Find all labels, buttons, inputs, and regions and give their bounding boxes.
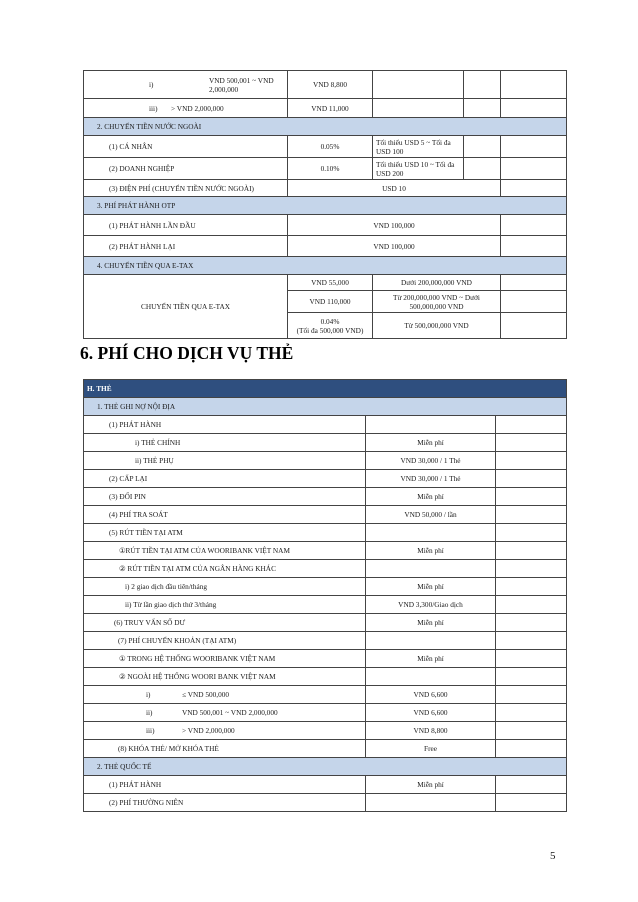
fee-value	[288, 313, 373, 339]
row-label: i) 2 giao dịch đầu tiên/tháng	[84, 578, 366, 596]
table-row	[84, 506, 567, 524]
row-label: (6) TRUY VẤN SỐ DƯ	[84, 614, 366, 632]
section-title: 1. THẺ GHI NỢ NỘI ĐỊA	[84, 398, 567, 416]
fee-value: VND 50,000 / lần	[366, 506, 496, 524]
fee-condition: Từ 500,000,000 VND	[373, 313, 501, 339]
tier-range: VND 500,001 ~ VND 2,000,000	[182, 708, 278, 717]
fee-value: VND 100,000	[288, 236, 501, 257]
fee-value: Free	[366, 740, 496, 758]
table-row	[84, 614, 567, 632]
table-row	[84, 560, 567, 578]
table-row	[84, 236, 567, 257]
row-label: (2) PHÁT HÀNH LẠI	[84, 236, 288, 257]
row-label: ii) THẺ PHỤ	[84, 452, 366, 470]
table-row	[84, 470, 567, 488]
table-row	[84, 136, 567, 158]
section-row	[84, 398, 567, 416]
row-label: (3) ĐỔI PIN	[84, 488, 366, 506]
row-label: i) THẺ CHÍNH	[84, 434, 366, 452]
row-label: (4) PHÍ TRA SOÁT	[84, 506, 366, 524]
row-label: ii) Từ lần giao dịch thứ 3/tháng	[84, 596, 366, 614]
tier-fee: VND 8,800	[288, 71, 373, 99]
card-fee-table	[83, 379, 567, 812]
table-row	[84, 776, 567, 794]
table-row	[84, 650, 567, 668]
section-heading: 6. PHÍ CHO DỊCH VỤ THẺ	[80, 343, 294, 363]
tier-number: i)	[149, 80, 154, 89]
page-number: 5	[550, 850, 556, 862]
tier-range: ≤ VND 500,000	[182, 690, 230, 699]
table-row	[84, 704, 567, 722]
fee-table-continued	[83, 70, 567, 339]
row-label: ①RÚT TIỀN TẠI ATM CỦA WOORIBANK VIỆT NAM	[84, 542, 366, 560]
row-label: (1) PHÁT HÀNH	[84, 416, 366, 434]
row-label: (5) RÚT TIỀN TẠI ATM	[84, 524, 366, 542]
table-row	[84, 578, 567, 596]
table-row	[84, 180, 567, 197]
row-label: (3) ĐIỆN PHÍ (CHUYỂN TIỀN NƯỚC NGOÀI)	[84, 180, 288, 197]
row-label: ① TRONG HỆ THỐNG WOORIBANK VIỆT NAM	[84, 650, 366, 668]
row-label: (1) PHÁT HÀNH	[84, 776, 366, 794]
fee-value: Miễn phí	[366, 776, 496, 794]
tier-range: > VND 2,000,000	[182, 726, 235, 735]
row-label: ② NGOÀI HỆ THỐNG WOORI BANK VIỆT NAM	[84, 668, 366, 686]
table-header-row	[84, 380, 567, 398]
fee-value: USD 10	[288, 180, 501, 197]
fee-condition: Dưới 200,000,000 VND	[373, 275, 501, 291]
tier-number: i)	[146, 690, 151, 699]
row-label: ② RÚT TIỀN TẠI ATM CỦA NGÂN HÀNG KHÁC	[84, 560, 366, 578]
table-row	[84, 794, 567, 812]
table-row	[84, 434, 567, 452]
section-row	[84, 118, 567, 136]
section-title: 4. CHUYỂN TIỀN QUA E-TAX	[84, 257, 567, 275]
fee-value: VND 6,600	[366, 686, 496, 704]
tier-fee: VND 11,000	[288, 99, 373, 118]
section-title: 3. PHÍ PHÁT HÀNH OTP	[84, 197, 567, 215]
fee-value: VND 6,600	[366, 704, 496, 722]
table-row	[84, 158, 567, 180]
fee-limit: Tối thiểu USD 10 ~ Tối đa USD 200	[373, 158, 464, 180]
section-title: 2. THẺ QUỐC TẾ	[84, 758, 567, 776]
row-label: (2) DOANH NGHIỆP	[84, 158, 288, 180]
table-row	[84, 99, 567, 118]
tier-range: VND 500,001 ~ VND 2,000,000	[209, 75, 274, 94]
table-row	[84, 275, 567, 291]
tier-number: ii)	[146, 708, 153, 717]
tier-number: iii)	[149, 103, 158, 113]
table-row	[84, 722, 567, 740]
table-row	[84, 632, 567, 650]
row-label: (2) PHÍ THƯỜNG NIÊN	[84, 794, 366, 812]
table-row	[84, 686, 567, 704]
fee-rate: 0.05%	[288, 136, 373, 158]
fee-value: VND 55,000	[288, 275, 373, 291]
row-label: (7) PHÍ CHUYỂN KHOẢN (TẠI ATM)	[84, 632, 366, 650]
section-title: 2. CHUYỂN TIỀN NƯỚC NGOÀI	[84, 118, 567, 136]
row-label: (8) KHÓA THẺ/ MỞ KHÓA THẺ	[84, 740, 366, 758]
fee-value: Miễn phí	[366, 488, 496, 506]
fee-value: VND 110,000	[288, 291, 373, 313]
table-row	[84, 524, 567, 542]
table-row	[84, 740, 567, 758]
table-header: H. THẺ	[84, 380, 567, 398]
fee-limit: Tối thiểu USD 5 ~ Tối đa USD 100	[373, 136, 464, 158]
fee-rate: 0.10%	[288, 158, 373, 180]
table-row	[84, 215, 567, 236]
fee-value: VND 30,000 / 1 Thẻ	[366, 452, 496, 470]
table-row	[84, 488, 567, 506]
row-label: (1) CÁ NHÂN	[84, 136, 288, 158]
fee-value: VND 30,000 / 1 Thẻ	[366, 470, 496, 488]
table-row	[84, 71, 567, 99]
fee-value: Miễn phí	[366, 434, 496, 452]
fee-value: Miễn phí	[366, 578, 496, 596]
fee-value: VND 100,000	[288, 215, 501, 236]
fee-value: VND 3,300/Giao dịch	[366, 596, 496, 614]
tier-range: > VND 2,000,000	[171, 103, 224, 113]
table-row	[84, 668, 567, 686]
row-label: (2) CẤP LẠI	[84, 470, 366, 488]
row-label: (1) PHÁT HÀNH LẦN ĐẦU	[84, 215, 288, 236]
table-row	[84, 452, 567, 470]
table-row	[84, 416, 567, 434]
fee-rate: 0.04%	[320, 316, 340, 326]
section-row	[84, 257, 567, 275]
fee-value: Miễn phí	[366, 542, 496, 560]
fee-value: Miễn phí	[366, 650, 496, 668]
section-row	[84, 758, 567, 776]
section-row	[84, 197, 567, 215]
table-row	[84, 596, 567, 614]
fee-cap: (Tối đa 500,000 VND)	[296, 325, 364, 335]
fee-value: VND 8,800	[366, 722, 496, 740]
tier-number: iii)	[146, 726, 155, 735]
row-label: CHUYỂN TIỀN QUA E-TAX	[84, 275, 288, 339]
table-row	[84, 542, 567, 560]
fee-condition: Từ 200,000,000 VND ~ Dưới 500,000,000 VND	[373, 291, 501, 313]
fee-value: Miễn phí	[366, 614, 496, 632]
